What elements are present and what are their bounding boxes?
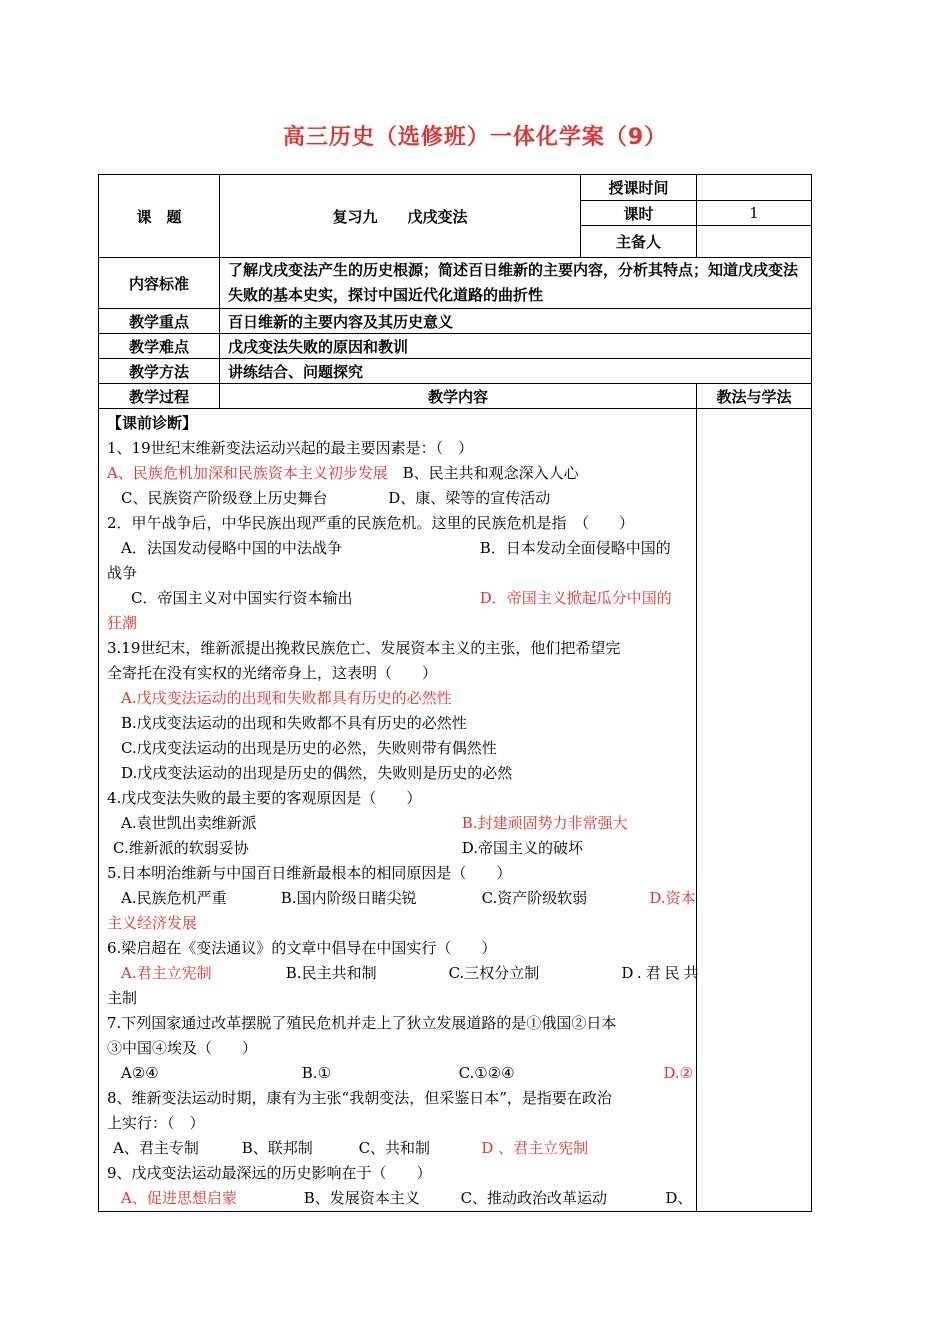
question-3-cont: 全寄托在没有实权的光绪帝身上，这表明（ ） — [107, 664, 438, 682]
standard-label: 内容标准 — [99, 258, 220, 309]
q6-option-d-cont: 主制 — [107, 989, 138, 1007]
preparer-value — [697, 226, 812, 258]
q3-option-d: D.戊戌变法运动的出现是历史的偶然，失败则是历史的必然 — [121, 764, 513, 782]
q7-option-c: C.①②④ — [458, 1064, 515, 1082]
focus-text: 百日维新的主要内容及其历史意义 — [220, 309, 812, 334]
q1-option-a: A、民族危机加深和民族资本主义初步发展 — [107, 464, 388, 482]
q8-option-d: D 、君主立宪制 — [481, 1139, 589, 1157]
q8-option-a: A、君主专制 — [113, 1139, 199, 1157]
time-value — [697, 175, 812, 201]
approach-column — [697, 409, 812, 1212]
preparer-label: 主备人 — [581, 226, 697, 258]
q9-option-a: A、促进思想启蒙 — [121, 1189, 237, 1207]
question-2: 2．甲午战争后，中华民族出现严重的民族危机。这里的民族危机是指 （ ） — [107, 514, 635, 532]
focus-label: 教学重点 — [99, 309, 220, 334]
q7-option-d: D.② — [663, 1064, 694, 1082]
q6-option-a: A.君主立宪制 — [121, 964, 212, 982]
question-5: 5.日本明治维新与中国百日维新最根本的相同原因是（ ） — [107, 864, 512, 882]
q6-option-c: C.三权分立制 — [448, 964, 540, 982]
q4-option-d: D.帝国主义的破坏 — [461, 839, 584, 857]
q3-option-b: B.戊戌变法运动的出现和失败都不具有历史的必然性 — [121, 714, 467, 732]
difficulty-label: 教学难点 — [99, 334, 220, 359]
q2-option-b-cont: 战争 — [107, 564, 138, 582]
q8-option-b: B、联邦制 — [241, 1139, 313, 1157]
approach-label: 教法与学法 — [697, 384, 812, 409]
q8-option-c: C、共和制 — [358, 1139, 431, 1157]
q3-option-a: A.戊戌变法运动的出现和失败都具有历史的必然性 — [121, 689, 452, 707]
q9-option-d: D、 — [665, 1189, 693, 1207]
content-label: 教学内容 — [220, 384, 697, 409]
q5-option-d-cont: 主义经济发展 — [107, 914, 198, 932]
topic-value: 复习九 戊戌变法 — [220, 175, 581, 258]
q5-option-c: C.资产阶级软弱 — [481, 889, 588, 907]
hours-label: 课时 — [581, 201, 697, 226]
section-heading: 【课前诊断】 — [107, 414, 198, 432]
q9-option-c: C、推动政治改革运动 — [460, 1189, 608, 1207]
question-1: 1、19世纪末维新变法运动兴起的最主要因素是：（ ） — [107, 439, 474, 457]
q4-option-c: C.维新派的软弱妥协 — [113, 839, 249, 857]
difficulty-text: 戊戌变法失败的原因和教训 — [220, 334, 812, 359]
q2-option-c: C．帝国主义对中国实行资本输出 — [131, 589, 353, 607]
question-8-cont: 上实行：（ ） — [107, 1114, 205, 1132]
q7-option-a: A②④ — [121, 1064, 159, 1082]
q4-option-a: A.袁世凯出卖维新派 — [121, 814, 257, 832]
topic-label: 课 题 — [99, 175, 220, 258]
question-7: 7.下列国家通过改革摆脱了殖民危机并走上了狄立发展道路的是①俄国②日本 — [107, 1014, 617, 1032]
content-body — [99, 409, 703, 1212]
q2-option-d: D．帝国主义掀起瓜分中国的 — [479, 589, 672, 607]
q4-option-b: B.封建顽固势力非常强大 — [461, 814, 628, 832]
q5-option-b: B.国内阶级日睹尖锐 — [280, 889, 417, 907]
question-6: 6.梁启超在《变法通议》的文章中倡导在中国实行（ ） — [107, 939, 497, 957]
q6-option-b: B.民主共和制 — [285, 964, 377, 982]
q6-option-d: D.君民共 — [621, 964, 703, 982]
question-9: 9、戊戌变法运动最深远的历史影响在于（ ） — [107, 1164, 432, 1182]
q5-option-a: A.民族危机严重 — [121, 889, 227, 907]
q2-option-d-cont: 狂潮 — [107, 614, 138, 632]
question-4: 4.戊戌变法失败的最主要的客观原因是（ ） — [107, 789, 422, 807]
process-label: 教学过程 — [99, 384, 220, 409]
q1-option-c: C、民族资产阶级登上历史舞台 — [121, 489, 328, 507]
question-8: 8、维新变法运动时期，康有为主张“我朝变法，但采鉴日本”，是指要在政治 — [107, 1089, 612, 1107]
q1-option-d: D、康、梁等的宣传活动 — [388, 489, 551, 507]
hours-value: 1 — [697, 201, 812, 226]
page-title: 高三历史（选修班）一体化学案（9） — [282, 125, 668, 150]
q9-option-b: B、发展资本主义 — [303, 1189, 420, 1207]
q5-option-d: D.资本 — [649, 889, 696, 907]
q7-option-b: B.① — [301, 1064, 332, 1082]
q1-option-b: B、民主共和观念深入人心 — [402, 464, 579, 482]
method-text: 讲练结合、问题探究 — [220, 359, 812, 384]
question-3: 3.19世纪末，维新派提出挽救民族危亡、发展资本主义的主张，他们把希望完 — [107, 639, 621, 657]
standard-text: 了解戊戌变法产生的历史根源；简述百日维新的主要内容，分析其特点；知道戊戌变法失败的基本史实，探讨中国近代化道路的曲折性 — [220, 258, 812, 309]
q2-option-b: B．日本发动全面侵略中国的 — [479, 539, 671, 557]
question-7-cont: ③中国④埃及（ ） — [107, 1039, 258, 1057]
method-label: 教学方法 — [99, 359, 220, 384]
q2-option-a: A．法国发动侵略中国的中法战争 — [121, 539, 342, 557]
lesson-plan-table — [98, 174, 812, 1212]
q3-option-c: C.戊戌变法运动的出现是历史的必然，失败则带有偶然性 — [121, 739, 497, 757]
time-label: 授课时间 — [581, 175, 697, 201]
